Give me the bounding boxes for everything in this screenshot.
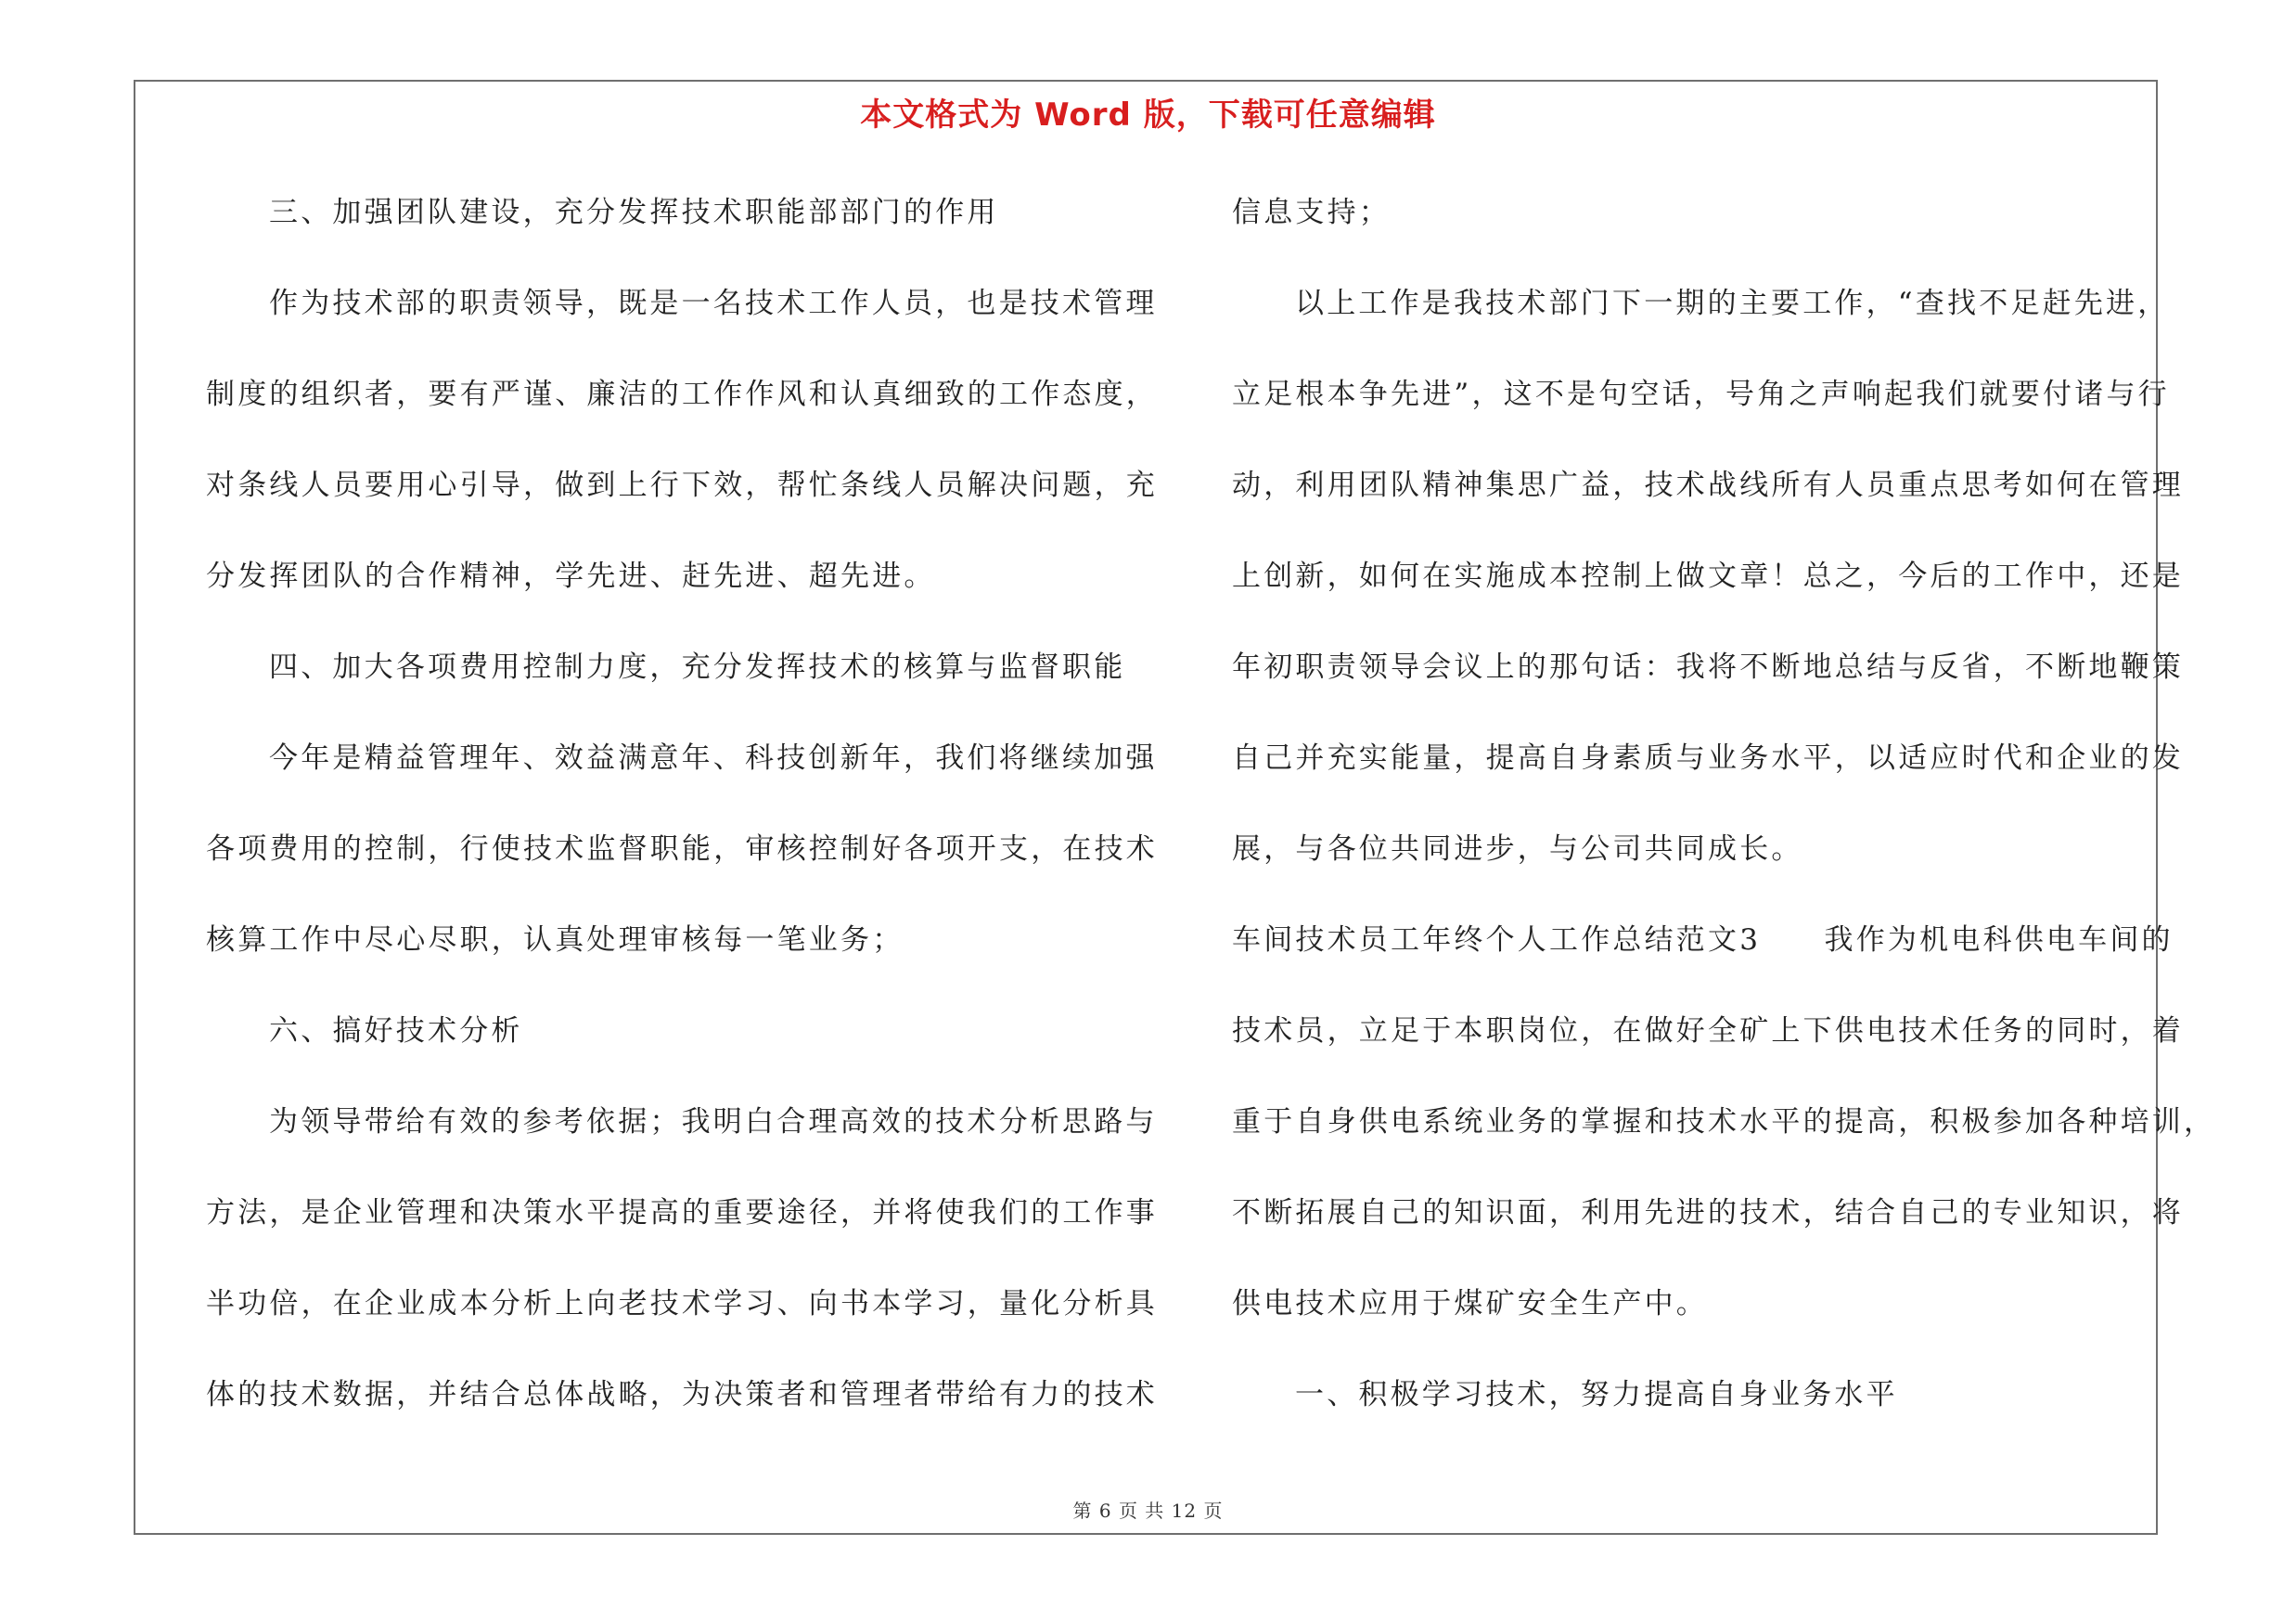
text-line: 三、加强团队建设，充分发挥技术职能部部门的作用	[269, 196, 999, 229]
text-line: 今年是精益管理年、效益满意年、科技创新年，我们将继续加强	[269, 741, 1158, 775]
text-line: 技术员，立足于本职岗位，在做好全矿上下供电技术任务的同时，着	[1232, 1014, 2184, 1048]
right-column	[1232, 180, 2216, 1453]
text-line: 四、加大各项费用控制力度，充分发挥技术的核算与监督职能	[269, 650, 1126, 684]
text-line: 动，利用团队精神集思广益，技术战线所有人员重点思考如何在管理	[1232, 469, 2184, 502]
text-line: 半功倍，在企业成本分析上向老技术学习、向书本学习，量化分析具	[206, 1287, 1158, 1320]
header-banner: 本文格式为 Word 版，下载可任意编辑	[860, 97, 1436, 134]
text-line: 年初职责领导会议上的那句话：我将不断地总结与反省，不断地鞭策	[1232, 650, 2184, 684]
text-line: 为领导带给有效的参考依据；我明白合理高效的技术分析思路与	[269, 1105, 1158, 1139]
text-line: 上创新，如何在实施成本控制上做文章！总之，今后的工作中，还是	[1232, 560, 2184, 593]
text-line: 不断拓展自己的知识面，利用先进的技术，结合自己的专业知识，将	[1232, 1196, 2184, 1230]
text-line: 一、积极学习技术，努力提高自身业务水平	[1295, 1378, 1898, 1411]
left-column	[206, 180, 1158, 1453]
text-line: 供电技术应用于煤矿安全生产中。	[1232, 1287, 1708, 1320]
page-footer: 第 6 页 共 12 页	[1072, 1500, 1224, 1522]
text-line: 车间技术员工年终个人工作总结范文3 我作为机电科供电车间的	[1232, 923, 2174, 957]
text-line: 体的技术数据，并结合总体战略，为决策者和管理者带给有力的技术	[206, 1378, 1158, 1411]
text-line: 重于自身供电系统业务的掌握和技术水平的提高，积极参加各种培训，	[1232, 1105, 2216, 1139]
text-line: 以上工作是我技术部门下一期的主要工作，“查找不足赶先进，	[1295, 287, 2170, 320]
text-line: 核算工作中尽心尽职，认真处理审核每一笔业务；	[206, 923, 904, 957]
text-line: 制度的组织者，要有严谨、廉洁的工作作风和认真细致的工作态度，	[206, 378, 1158, 411]
text-line: 对条线人员要用心引导，做到上行下效，帮忙条线人员解决问题，充	[206, 469, 1158, 502]
text-line: 展，与各位共同进步，与公司共同成长。	[1232, 832, 1803, 866]
text-line: 六、搞好技术分析	[269, 1014, 523, 1048]
text-line: 各项费用的控制，行使技术监督职能，审核控制好各项开支，在技术	[206, 832, 1158, 866]
text-line: 立足根本争先进”，这不是句空话，号角之声响起我们就要付诸与行	[1232, 378, 2170, 411]
text-line: 分发挥团队的合作精神，学先进、赶先进、超先进。	[206, 560, 936, 593]
text-line: 信息支持；	[1232, 196, 1391, 229]
text-line: 自己并充实能量，提高自身素质与业务水平，以适应时代和企业的发	[1232, 741, 2184, 775]
text-line: 方法，是企业管理和决策水平提高的重要途径，并将使我们的工作事	[206, 1196, 1158, 1230]
text-line: 作为技术部的职责领导，既是一名技术工作人员，也是技术管理	[269, 287, 1158, 320]
